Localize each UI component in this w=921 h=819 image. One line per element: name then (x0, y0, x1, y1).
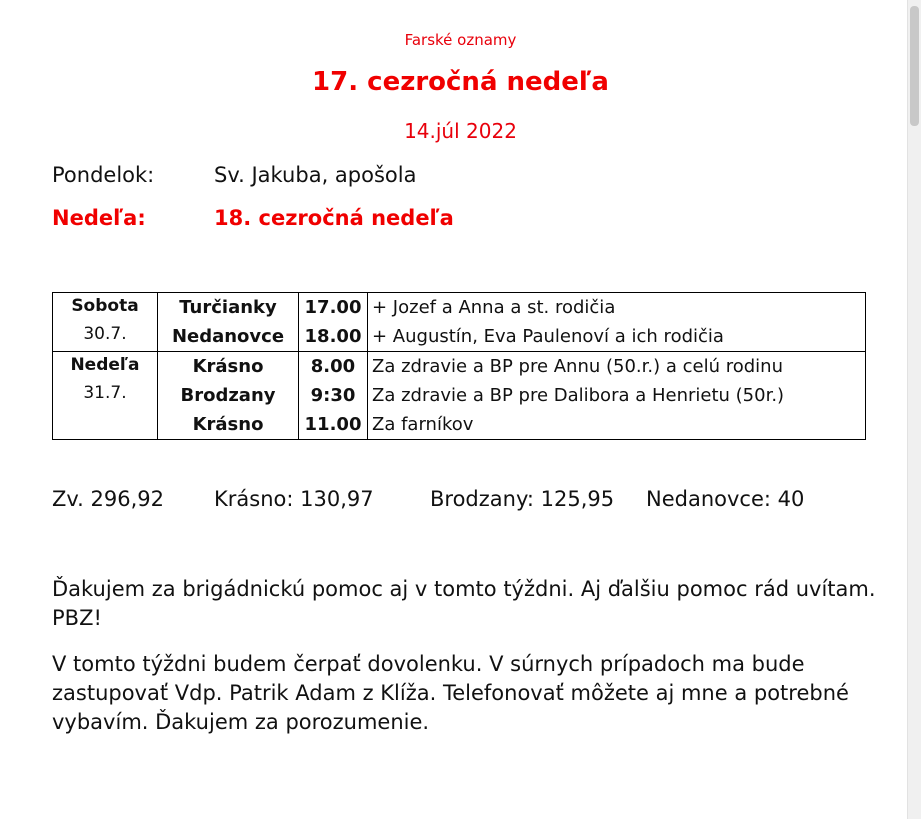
table-row (53, 381, 866, 410)
time-cell: 8.00 (299, 352, 368, 382)
day-date: 30.7. (83, 324, 127, 344)
table-row (53, 293, 866, 323)
feast-day-label: Nedeľa: (52, 206, 146, 230)
day-cell (53, 352, 158, 440)
feast-name: 18. cezročná nedeľa (214, 206, 454, 230)
day-cell (53, 293, 158, 352)
place-cell: Krásno (158, 352, 299, 382)
day-date: 31.7. (83, 383, 127, 403)
time-cell: 11.00 (299, 410, 368, 440)
table-row (53, 322, 866, 352)
day-name: Nedeľa (70, 355, 140, 375)
time-cell: 18.00 (299, 322, 368, 352)
collection-krasno: Krásno: 130,97 (214, 487, 374, 511)
feast-name: Sv. Jakuba, apošola (214, 163, 417, 187)
intention-cell: Za farníkov (372, 414, 474, 435)
feast-day-label: Pondelok: (52, 163, 155, 187)
vertical-scrollbar[interactable] (907, 0, 921, 819)
mass-schedule-table (52, 292, 866, 440)
notice-paragraph: Ďakujem za brigádnickú pomoc aj v tomto týždni. Aj ďalšiu pomoc rád uvítam. PBZ! (52, 577, 876, 630)
place-cell: Nedanovce (158, 322, 299, 352)
intention-cell: Za zdravie a BP pre Dalibora a Henrietu (50r.) (372, 385, 785, 406)
time-cell: 9:30 (299, 381, 368, 410)
intention-cell: + Augustín, Eva Paulenoví a ich rodičia (372, 326, 724, 347)
place-cell: Turčianky (158, 293, 299, 323)
intention-cell: Za zdravie a BP pre Annu (50.r.) a celú rodinu (368, 352, 866, 382)
place-cell: Brodzany (158, 381, 299, 410)
table-row (53, 410, 866, 440)
collection-total: Zv. 296,92 (52, 487, 165, 511)
place-cell: Krásno (158, 410, 299, 440)
day-name: Sobota (71, 296, 139, 316)
collection-brodzany: Brodzany: 125,95 (430, 487, 615, 511)
document-kicker: Farské oznamy (404, 31, 517, 49)
intention-cell: + Jozef a Anna a st. rodičia (368, 293, 866, 323)
document-date: 14.júl 2022 (404, 119, 517, 143)
notice-paragraph: V tomto týždni budem čerpať dovolenku. V súrnych prípadoch ma bude zastupovať Vdp. Patrik Adam z Klíža. Telefonovať môžete aj mne a potrebné vybavím. Ďakujem za porozumenie. (52, 652, 849, 734)
table-row (53, 352, 866, 382)
page-title: 17. cezročná nedeľa (312, 67, 609, 97)
time-cell: 17.00 (299, 293, 368, 323)
collection-nedanovce: Nedanovce: 40 (646, 487, 805, 511)
scrollbar-thumb[interactable] (910, 6, 919, 126)
